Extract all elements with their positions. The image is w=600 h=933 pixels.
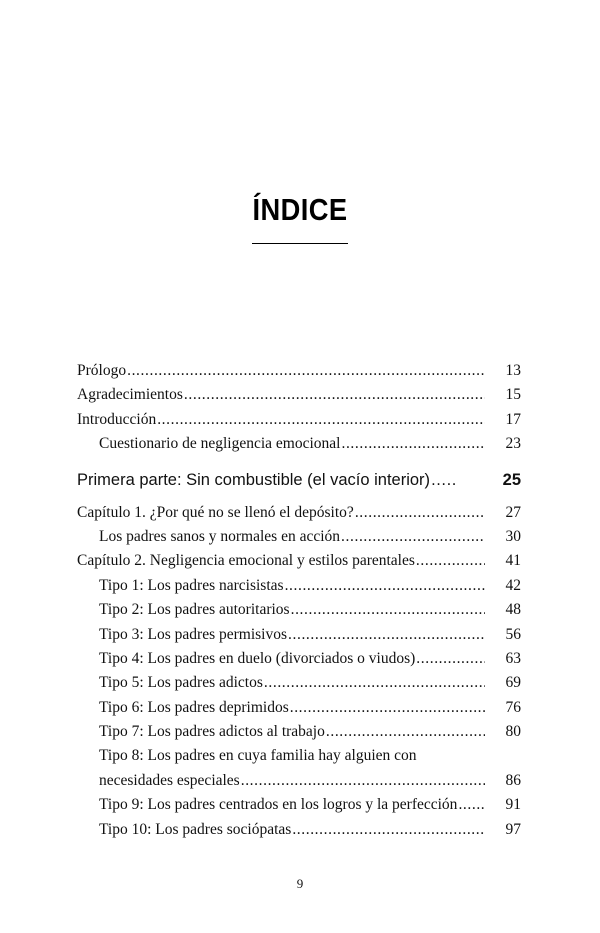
entry-label: Tipo 8: Los padres en cuya familia hay alguien con <box>99 747 417 765</box>
toc-entry[interactable] <box>77 501 521 525</box>
toc-entry[interactable] <box>77 671 521 695</box>
dot-leader <box>341 525 485 549</box>
entry-page-number: 17 <box>505 410 521 428</box>
title-underline <box>252 243 348 244</box>
toc-entry[interactable] <box>77 432 521 456</box>
entry-label: Tipo 2: Los padres autoritarios <box>99 601 290 619</box>
toc-entry[interactable] <box>77 696 521 720</box>
toc-entry[interactable] <box>77 720 521 744</box>
entry-label: Tipo 4: Los padres en duelo (divorciados o viudos) <box>99 649 416 667</box>
part-label: Primera parte: Sin combustible (el vacío interior) <box>77 470 431 489</box>
entry-page-number: 30 <box>505 527 521 545</box>
entry-label: Cuestionario de negligencia emocional <box>99 435 341 453</box>
dot-leader <box>290 696 485 720</box>
dot-leader <box>292 818 485 842</box>
entry-label: Los padres sanos y normales en acción <box>99 527 341 545</box>
entry-page-number: 97 <box>505 820 521 838</box>
entry-label: Capítulo 1. ¿Por qué no se llenó el depósito? <box>77 503 354 521</box>
entry-label: Agradecimientos <box>77 386 183 404</box>
front-matter-list <box>77 359 521 457</box>
part-page-number: 25 <box>502 470 521 489</box>
dot-leader <box>416 549 485 573</box>
entry-page-number: 23 <box>505 435 521 453</box>
dot-leader <box>157 408 485 432</box>
entry-label: Tipo 10: Los padres sociópatas <box>99 820 292 838</box>
toc-entry[interactable] <box>77 359 521 383</box>
dot-leader <box>127 359 485 383</box>
dot-leader <box>416 647 485 671</box>
entry-page-number: 48 <box>505 601 521 619</box>
entry-label-continuation: necesidades especiales <box>99 771 240 789</box>
entry-page-number: 86 <box>505 771 521 789</box>
toc-entry[interactable] <box>77 647 521 671</box>
dot-leader <box>184 383 485 407</box>
toc-entry[interactable] <box>77 574 521 598</box>
entry-page-number: 76 <box>505 698 521 716</box>
toc-part-entry[interactable] <box>77 467 521 493</box>
entry-page-number: 80 <box>505 723 521 741</box>
toc-entry-continuation[interactable] <box>77 769 521 793</box>
entry-label: Tipo 1: Los padres narcisistas <box>99 576 284 594</box>
entry-label: Prólogo <box>77 362 127 379</box>
dot-leader <box>341 432 485 456</box>
dot-leader <box>288 623 485 647</box>
toc-entry[interactable] <box>77 623 521 647</box>
toc-entry[interactable] <box>77 383 521 407</box>
page-number: 9 <box>296 876 304 891</box>
entry-page-number: 15 <box>505 386 521 404</box>
table-of-contents <box>77 359 521 842</box>
entry-page-number: 63 <box>505 649 521 667</box>
entry-page-number: 69 <box>505 674 521 692</box>
toc-entry[interactable] <box>77 549 521 573</box>
toc-entry[interactable] <box>77 598 521 622</box>
entry-page-number: 91 <box>505 796 521 814</box>
toc-entry[interactable] <box>77 793 521 817</box>
page-title: ÍNDICE <box>252 192 348 227</box>
toc-entry[interactable] <box>77 408 521 432</box>
entry-label: Tipo 6: Los padres deprimidos <box>99 698 289 716</box>
entry-label: Tipo 7: Los padres adictos al trabajo <box>99 723 325 741</box>
toc-entry[interactable] <box>77 525 521 549</box>
entry-label: Tipo 3: Los padres permisivos <box>99 625 288 643</box>
entry-page-number: 41 <box>505 552 521 570</box>
dot-leader <box>458 793 485 817</box>
dot-leader <box>264 671 485 695</box>
dot-leader <box>355 501 485 525</box>
entry-label: Tipo 9: Los padres centrados en los logros y la perfección <box>99 796 458 814</box>
dot-leader <box>431 467 485 493</box>
entry-label: Introducción <box>77 410 157 428</box>
entry-page-number: 42 <box>505 576 521 594</box>
entry-page-number: 56 <box>505 625 521 643</box>
part-entries-list <box>77 501 521 842</box>
dot-leader <box>291 598 485 622</box>
toc-entry[interactable] <box>77 744 521 768</box>
entry-label: Tipo 5: Los padres adictos <box>99 674 263 692</box>
entry-page-number: 27 <box>505 503 521 521</box>
toc-entry[interactable] <box>77 818 521 842</box>
dot-leader <box>326 720 485 744</box>
dot-leader <box>285 574 485 598</box>
entry-page-number: 13 <box>505 362 521 379</box>
dot-leader <box>241 769 485 793</box>
entry-label: Capítulo 2. Negligencia emocional y estilos parentales <box>77 552 415 570</box>
